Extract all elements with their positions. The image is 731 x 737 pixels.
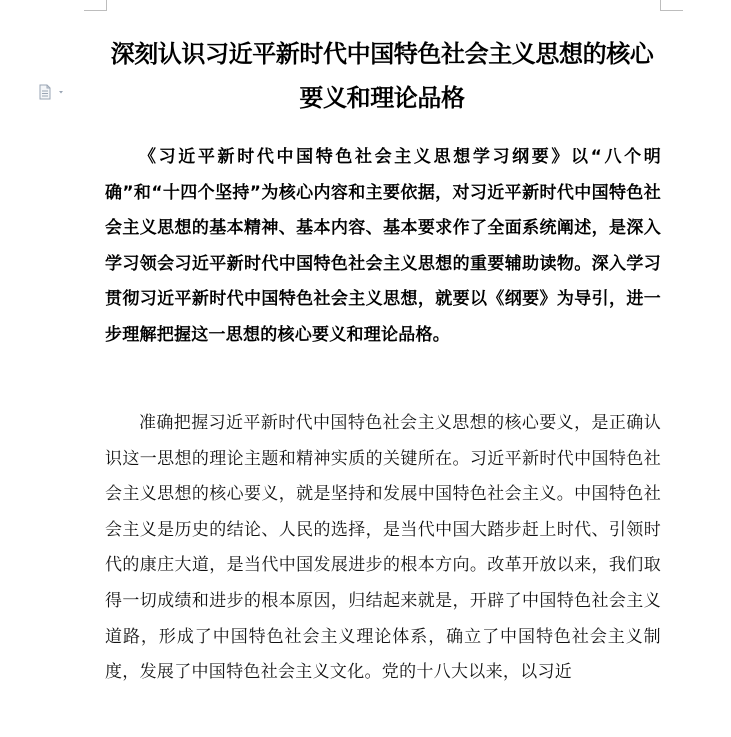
margin-mark-top-left <box>84 0 107 11</box>
document-icon[interactable] <box>39 84 69 100</box>
paragraph-intro: 《习近平新时代中国特色社会主义思想学习纲要》以“八个明确”和“十四个坚持”为核心内容和主要依据，对习近平新时代中国特色社会主义思想的基本精神、基本内容、基本要求作了全面系统阐述，是深入学习领会习近平新时代中国特色社会主义思想的重要辅助读物。深入学习贯彻习近平新时代中国特色社会主义思想，就要以《纲要》为导引，进一步理解把握这一思想的核心要义和理论品格。 <box>105 147 661 345</box>
document-title: 深刻认识习近平新时代中国特色社会主义思想的核心要义和理论品格 <box>110 40 654 112</box>
chevron-down-icon <box>59 91 63 94</box>
paragraph-body: 准确把握习近平新时代中国特色社会主义思想的核心要义，是正确认识这一思想的理论主题和精神实质的关键所在。习近平新时代中国特色社会主义思想的核心要义，就是坚持和发展中国特色社会主义。中国特色社会主义是历史的结论、人民的选择，是当代中国大踏步赶上时代、引领时代的康庄大道，是当代中国发展进步的根本方向。改革开放以来，我们取得一切成绩和进步的根本原因，归结起来就是，开辟了中国特色社会主义道路，形成了中国特色社会主义理论体系，确立了中国特色社会主义制度，发展了中国特色社会主义文化。党的十八大以来，以习近 <box>105 413 661 683</box>
margin-mark-top-right <box>660 0 683 11</box>
document-icon-graphic <box>39 84 69 100</box>
